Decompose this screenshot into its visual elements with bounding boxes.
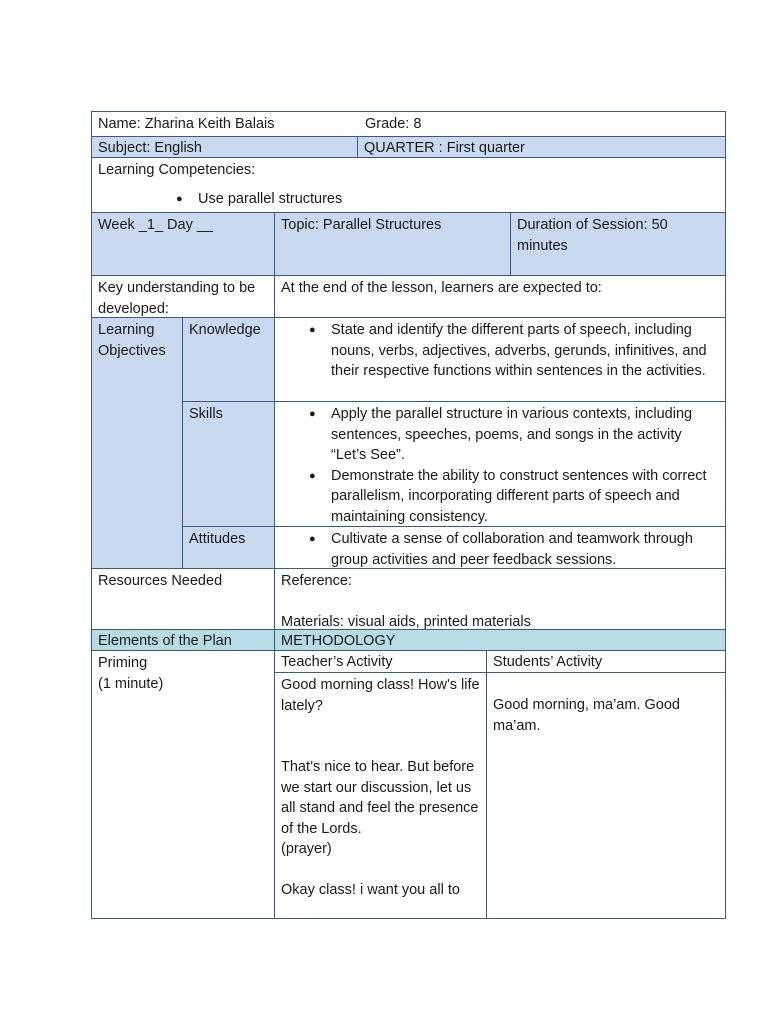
- priming-time: (1 minute): [98, 675, 164, 692]
- quarter-cell: [357, 136, 726, 158]
- methodology-label: METHODOLOGY: [281, 633, 396, 649]
- objectives-label-cell: [91, 317, 183, 569]
- resources-label-cell: [91, 568, 275, 630]
- resources-cell: [274, 568, 726, 630]
- attitudes-label-cell: [182, 526, 275, 569]
- week-cell: [91, 212, 275, 276]
- topic: Topic: Parallel Structures: [281, 217, 442, 233]
- students-activity-cell: [486, 672, 726, 919]
- reference: Reference:: [281, 573, 352, 589]
- key-understanding-value-cell: [274, 275, 726, 318]
- competencies-cell: [91, 157, 726, 213]
- resources-label: Resources Needed: [98, 573, 223, 589]
- students-header: Students’ Activity: [493, 654, 603, 670]
- students-activity-text: Good morning, ma’am. Good ma’am.: [493, 697, 680, 734]
- teacher-header-cell: [274, 650, 487, 673]
- knowledge-label: Knowledge: [189, 322, 261, 338]
- duration: Duration of Session: 50 minutes: [517, 217, 668, 254]
- key-understanding-label: Key understanding to be developed:: [98, 280, 256, 317]
- competencies-label: Learning Competencies:: [98, 162, 256, 178]
- attitudes-cell: [274, 526, 726, 569]
- priming-label-cell: [91, 650, 275, 919]
- priming-label: Priming: [98, 655, 148, 671]
- topic-cell: [274, 212, 511, 276]
- skills-cell: [274, 401, 726, 527]
- teacher-activity-cell: [274, 672, 487, 919]
- competency-item: ● Use parallel structures: [198, 189, 719, 210]
- knowledge-item: ● State and identify the different parts of speech, including nouns, verbs, adjectives, adverbs, gerunds, infinitives, and their respective functions within sentences in the activities.: [331, 320, 719, 382]
- grade-level: Grade: 8: [365, 116, 422, 132]
- skills-label: Skills: [189, 406, 223, 422]
- teacher-header: Teacher’s Activity: [281, 654, 393, 670]
- students-header-cell: [486, 650, 726, 673]
- name-grade-row: [91, 111, 726, 137]
- teacher-activity-text: Good morning class! How's life lately? That’s nice to hear. But before we start our discussion, let us all stand and feel the presence of the Lords. (prayer) Okay class! i want you all to: [281, 677, 480, 898]
- objectives-label: Learning Objectives: [98, 322, 166, 359]
- elements-label-cell: [91, 629, 275, 651]
- methodology-cell: [274, 629, 726, 651]
- elements-label: Elements of the Plan: [98, 633, 232, 649]
- duration-cell: [510, 212, 726, 276]
- subject: Subject: English: [98, 140, 202, 156]
- attitudes-label: Attitudes: [189, 531, 246, 547]
- skills-item: ● Demonstrate the ability to construct sentences with correct parallelism, incorporating different parts of speech and maintaining consistency.: [331, 466, 719, 528]
- knowledge-label-cell: [182, 317, 275, 402]
- subject-cell: [91, 136, 358, 158]
- knowledge-cell: [274, 317, 726, 402]
- key-understanding-label-cell: [91, 275, 275, 318]
- student-name: Name: Zharina Keith Balais: [98, 116, 275, 132]
- attitudes-item: ● Cultivate a sense of collaboration and teamwork through group activities and peer feedback sessions.: [331, 529, 719, 570]
- materials: Materials: visual aids, printed materials: [281, 613, 531, 630]
- week-day: Week _1_ Day __: [98, 217, 213, 233]
- quarter: QUARTER : First quarter: [364, 140, 525, 156]
- skills-item: ● Apply the parallel structure in various contexts, including sentences, speeches, poems, and songs in the activity “Let’s See”.: [331, 404, 719, 466]
- skills-label-cell: [182, 401, 275, 527]
- key-understanding-value: At the end of the lesson, learners are expected to:: [281, 280, 602, 296]
